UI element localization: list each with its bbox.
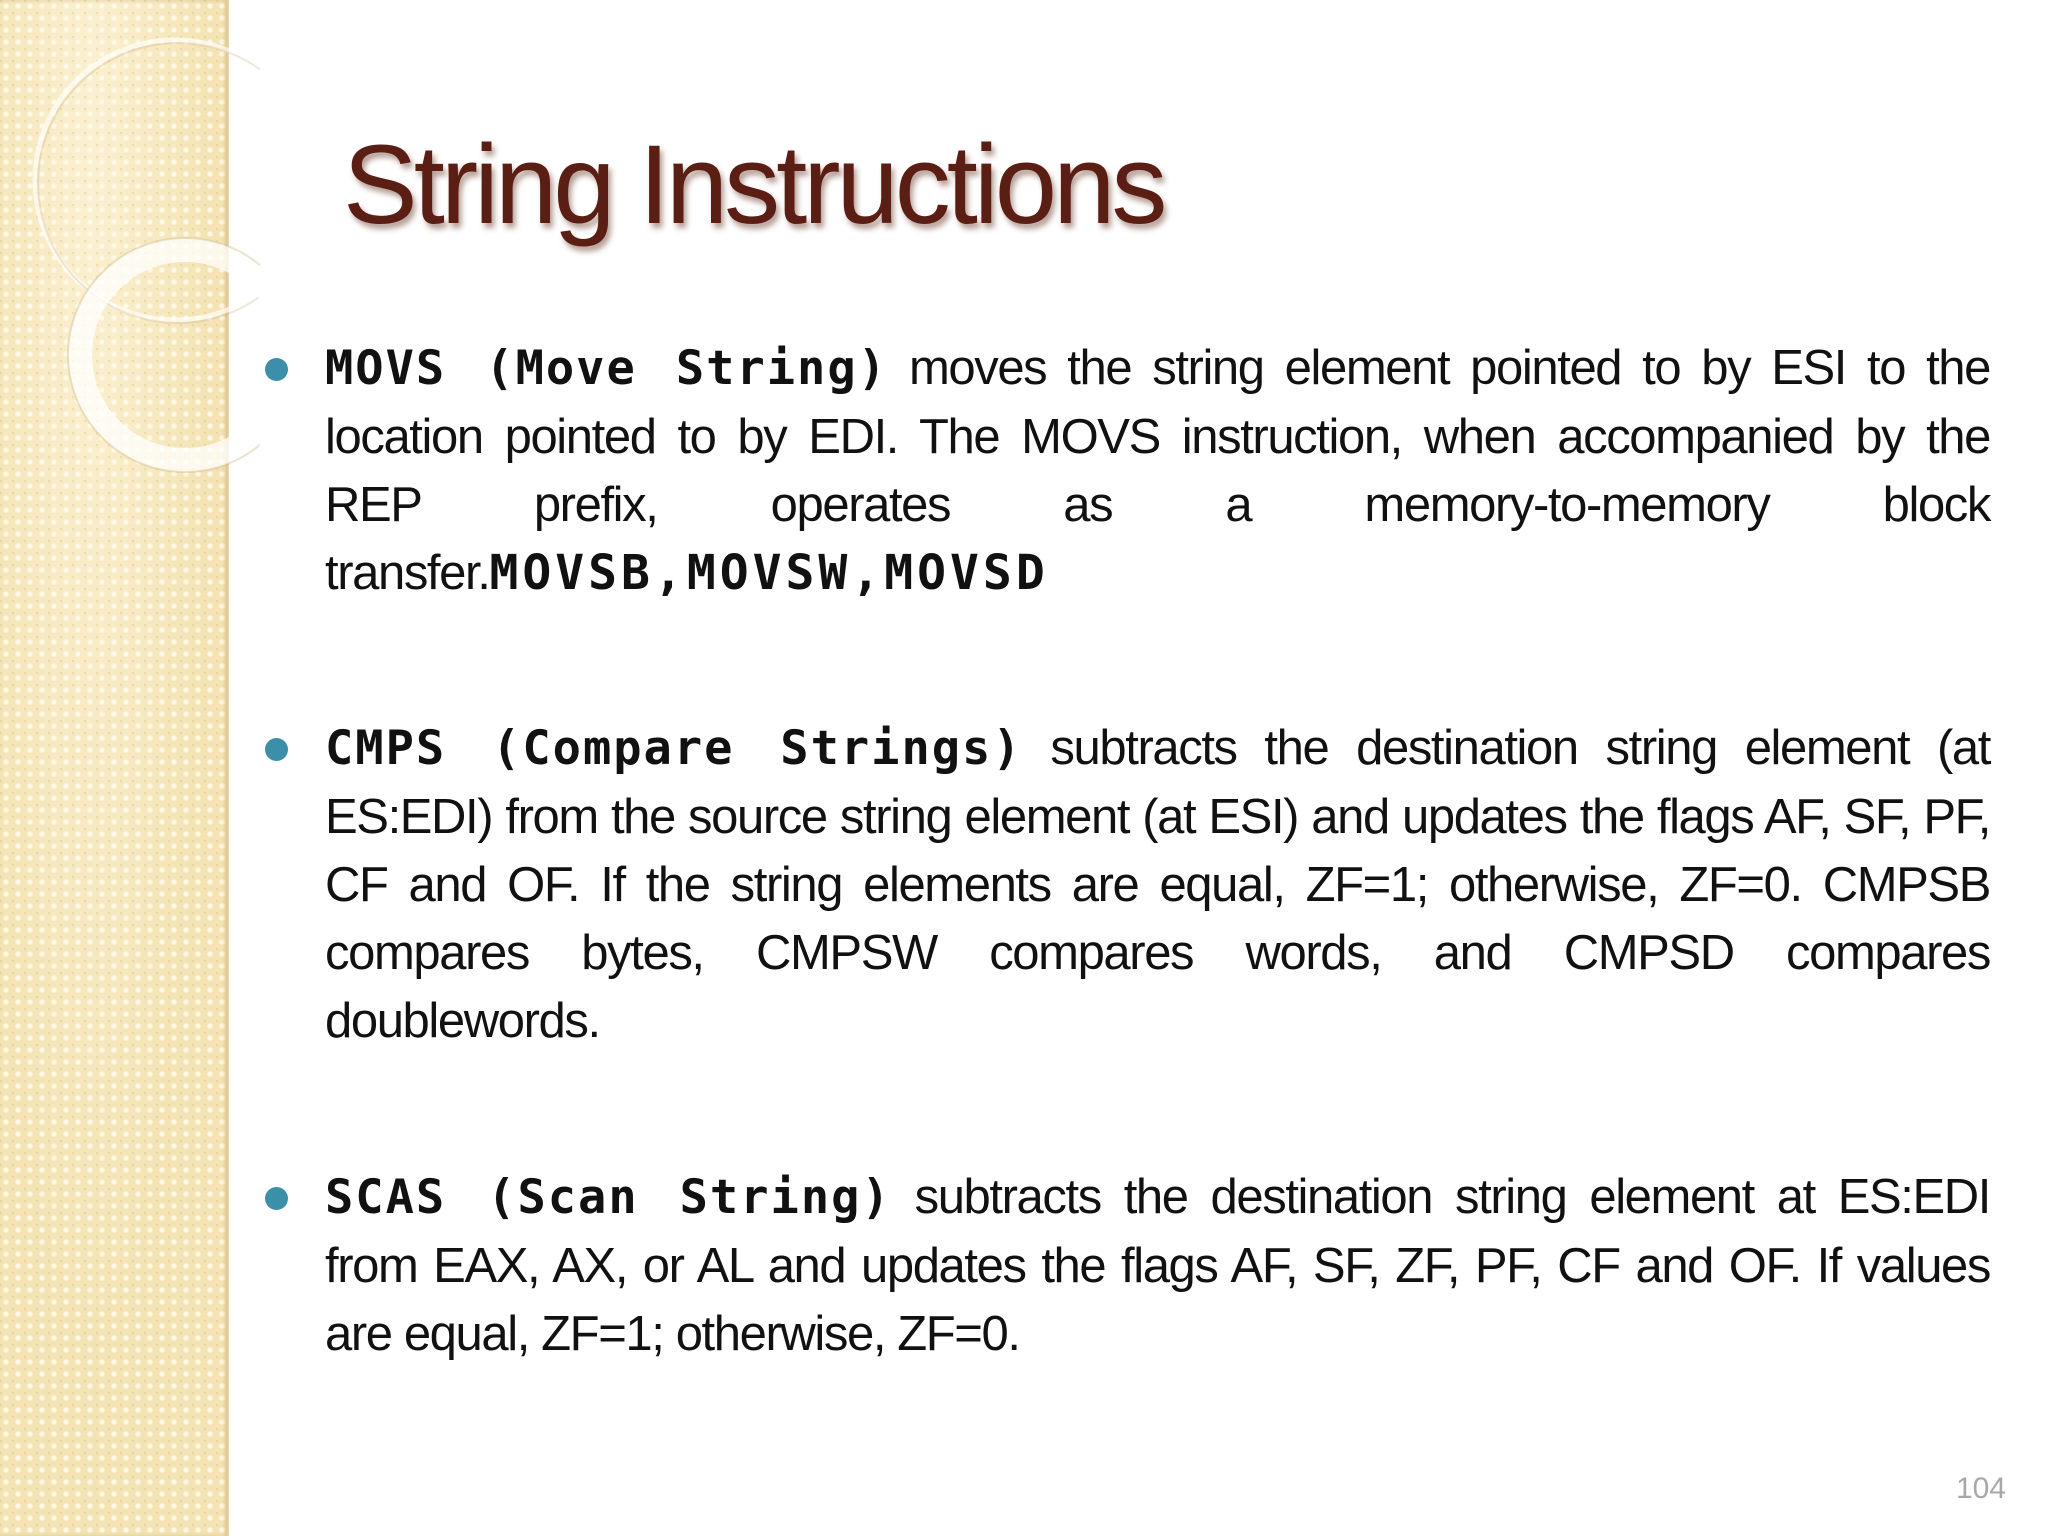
bullet-text: subtracts the destination string element (at ES:EDI) from the source string element (at ESI) and updates the flags AF, SF, PF, CF and OF. If the string elements are equal, ZF=1; otherwise, ZF=0. CMPSB compares bytes, CMPSW compares words, and CMPSD compares doublewords. [325, 721, 1990, 1048]
bullet-term: SCAS (Scan String) [325, 1170, 892, 1225]
bullet-term: CMPS (Compare Strings) [325, 721, 1023, 776]
bullet-text: moves the string element pointed to by ESI to the location pointed to by EDI. The MOVS instruction, when accompanied by the REP prefix, operates as a memory-to-memory block transfer. [325, 341, 1990, 600]
large-ring [35, 40, 260, 320]
bullet-dot-icon [265, 738, 288, 761]
bullet-dot-icon [265, 1187, 288, 1210]
bullet-text: subtracts the destination string element at ES:EDI from EAX, AX, or AL and updates the flags AF, SF, ZF, PF, CF and OF. If values are equal, ZF=1; otherwise, ZF=0. [325, 1170, 1990, 1361]
page-number: 104 [1955, 1472, 2006, 1505]
bullet-movs [325, 334, 1990, 607]
slide-title: String Instructions [343, 122, 1164, 247]
small-ring [80, 250, 260, 460]
decorative-rings-icon [0, 0, 260, 520]
bullet-dot-icon [265, 358, 288, 381]
bullet-cmps [325, 714, 1990, 1055]
bullet-code-list: MOVSB,MOVSW,MOVSD [489, 545, 1049, 601]
bullet-scas [325, 1163, 1990, 1368]
bullet-term: MOVS (Move String) [325, 341, 888, 396]
